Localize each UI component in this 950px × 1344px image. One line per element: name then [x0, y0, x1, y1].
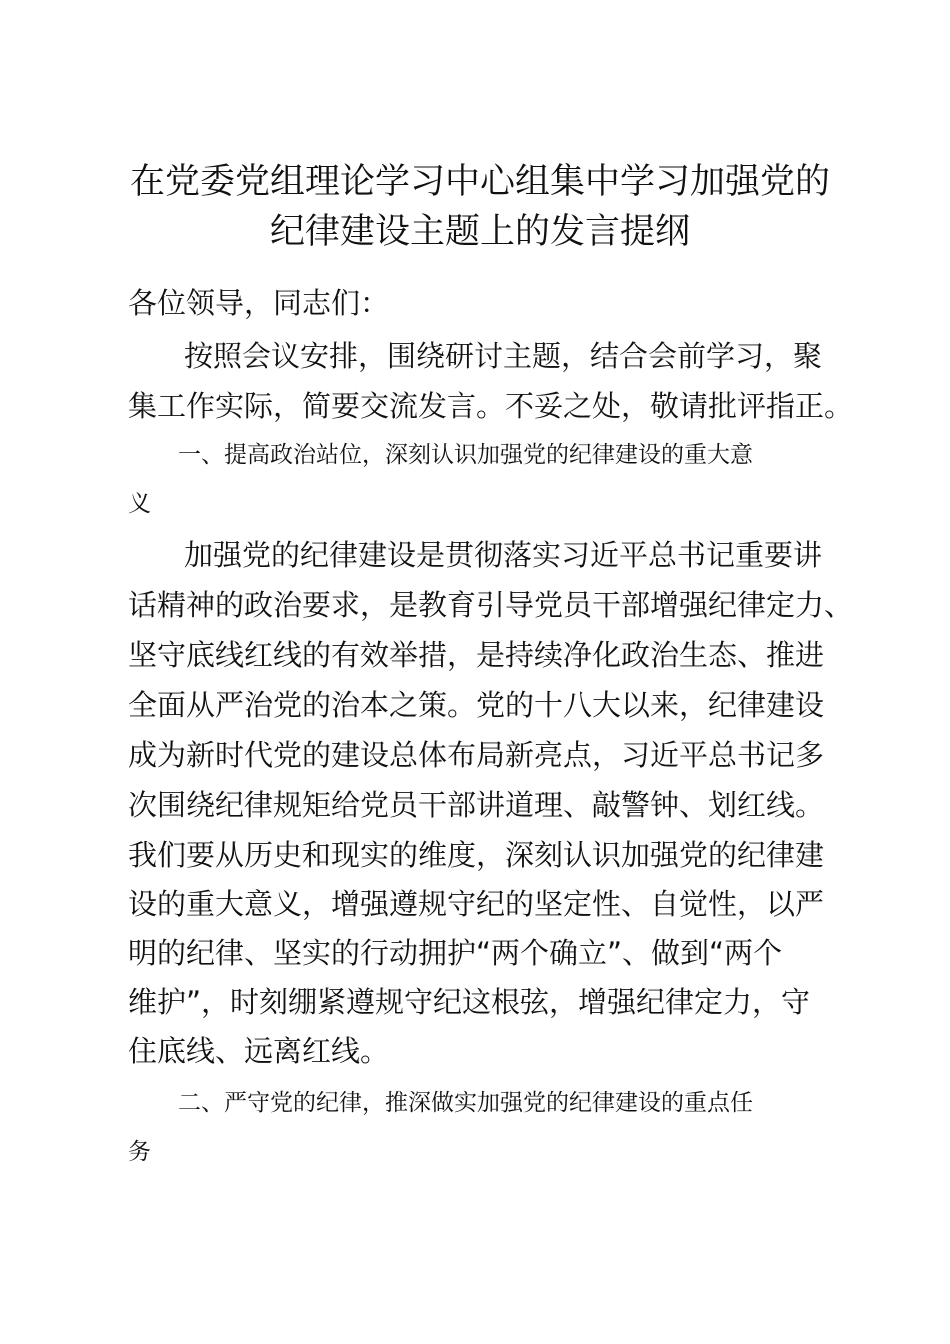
section-1-heading-line-1: 一、提高政治站位，深刻认识加强党的纪律建设的重大意 — [178, 442, 753, 468]
section-1-body-line-4: 全面从严治党的治本之策。党的十八大以来，纪律建设 — [128, 688, 825, 722]
section-2-heading-line-1: 二、严守党的纪律，推深做实加强党的纪律建设的重点任 — [178, 1090, 753, 1116]
document-title-line-2: 纪律建设主题上的发言提纲 — [269, 212, 690, 252]
section-1-body-line-8: 设的重大意义，增强遵规守纪的坚定性、自觉性，以严 — [128, 887, 825, 921]
section-1-body-line-2: 话精神的政治要求，是教育引导党员干部增强纪律定力、 — [128, 588, 854, 622]
intro-line-2: 集工作实际，简要交流发言。不妥之处，敬请批评指正。 — [128, 389, 854, 423]
section-1-body-line-10: 维护”，时刻绷紧遵规守纪这根弦，增强纪律定力，守 — [128, 985, 811, 1019]
section-1-heading-line-2: 义 — [128, 491, 151, 517]
intro-line-1: 按照会议安排，围绕研讨主题，结合会前学习，聚 — [184, 339, 823, 373]
document-title-line-1: 在党委党组理论学习中心组集中学习加强党的 — [129, 162, 830, 202]
section-1-body-line-11: 住底线、远离红线。 — [128, 1034, 390, 1068]
section-1-body-line-5: 成为新时代党的建设总体布局新亮点，习近平总书记多 — [128, 738, 825, 772]
section-1-body-line-9: 明的纪律、坚实的行动拥护“两个确立”、做到“两个 — [128, 936, 783, 970]
section-1-body-line-7: 我们要从历史和现实的维度，深刻认识加强党的纪律建 — [128, 838, 825, 872]
section-2-heading-line-2: 务 — [128, 1139, 151, 1165]
section-1-body-line-3: 坚守底线红线的有效举措，是持续净化政治生态、推进 — [128, 638, 825, 672]
section-1-body-line-1: 加强党的纪律建设是贯彻落实习近平总书记重要讲 — [184, 538, 823, 572]
salutation: 各位领导，同志们： — [128, 286, 390, 320]
section-1-body-line-6: 次围绕纪律规矩给党员干部讲道理、敲警钟、划红线。 — [128, 788, 825, 822]
